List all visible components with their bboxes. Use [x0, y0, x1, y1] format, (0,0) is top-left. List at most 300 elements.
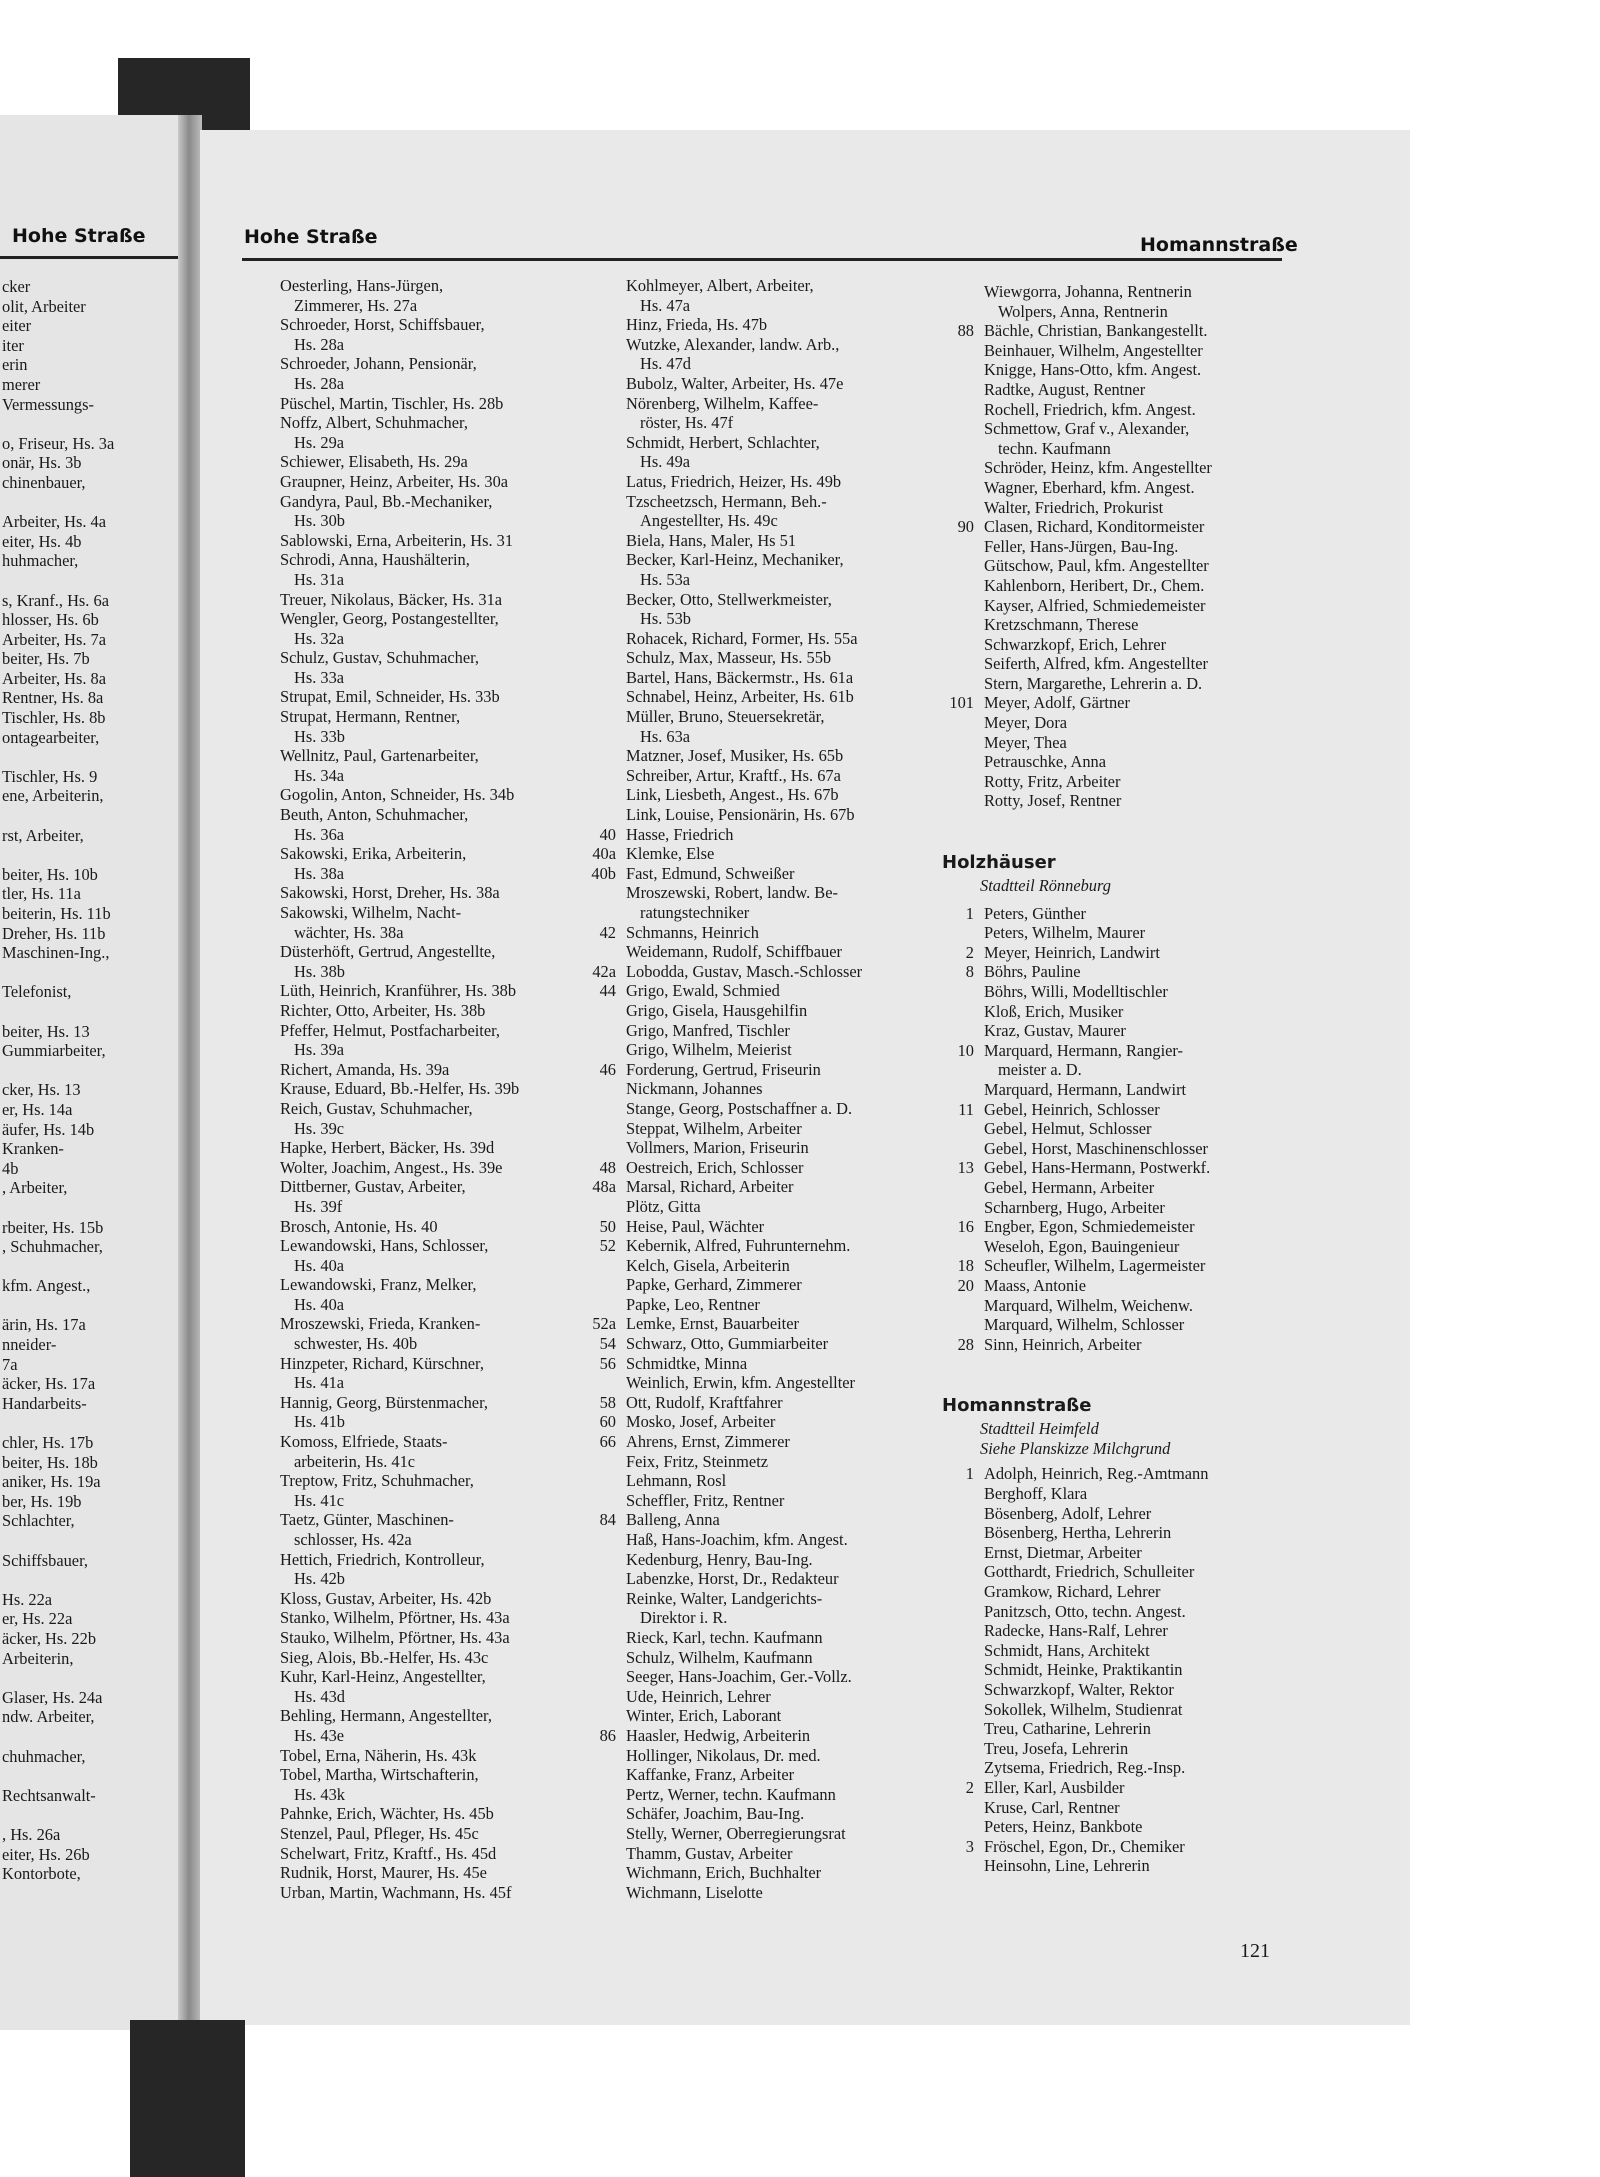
resident-text: Matzner, Josef, Musiker, Hs. 65b: [626, 746, 844, 766]
directory-entry: [940, 1680, 1280, 1700]
house-number: 60: [599, 1412, 616, 1432]
house-number: 101: [949, 693, 974, 713]
resident-text: Radecke, Hans-Ralf, Lehrer: [984, 1621, 1168, 1641]
directory-entry: [582, 903, 942, 923]
directory-entry: [582, 1432, 942, 1452]
left-page-line: beiter, Hs. 7b: [2, 649, 90, 669]
resident-text: Hs. 53a: [640, 569, 691, 589]
resident-text: Sakowski, Erika, Arbeiterin,: [280, 844, 467, 864]
left-page-line: [0, 1531, 186, 1551]
resident-text: Schmidt, Hans, Architekt: [984, 1640, 1150, 1660]
directory-entry: [582, 1001, 942, 1021]
page-number: 121: [1240, 1940, 1270, 1962]
left-page-line: [0, 1061, 186, 1081]
directory-entry: [582, 1844, 942, 1864]
district-subtitle: Stadtteil Heimfeld: [980, 1419, 1099, 1439]
directory-entry: [236, 1628, 576, 1648]
directory-entry: [236, 805, 576, 825]
directory-entry: [582, 1256, 942, 1276]
left-page-line: rbeiter, Hs. 15b: [2, 1217, 104, 1237]
directory-entry: [236, 1608, 576, 1628]
directory-entry: [940, 923, 1280, 943]
left-page-line: erin: [2, 355, 28, 375]
directory-entry: [582, 727, 942, 747]
left-page-line: Arbeiter, Hs. 8a: [2, 668, 107, 688]
resident-text: Stelly, Werner, Oberregierungsrat: [626, 1823, 846, 1843]
resident-text: Rieck, Karl, techn. Kaufmann: [626, 1627, 823, 1647]
resident-text: Ahrens, Ernst, Zimmerer: [626, 1432, 790, 1452]
directory-entry: [582, 962, 942, 982]
directory-entry: [236, 1785, 576, 1805]
resident-text: Bösenberg, Adolf, Lehrer: [984, 1503, 1152, 1523]
directory-entry: [582, 1177, 942, 1197]
resident-text: Kohlmeyer, Albert, Arbeiter,: [626, 276, 814, 295]
directory-entry: [940, 537, 1280, 557]
left-page-line: ndw. Arbeiter,: [2, 1707, 95, 1727]
directory-entry: [940, 458, 1280, 478]
resident-text: Düsterhöft, Gertrud, Angestellte,: [280, 942, 496, 962]
house-number: 56: [599, 1353, 616, 1373]
resident-text: Panitzsch, Otto, techn. Angest.: [984, 1601, 1186, 1621]
directory-entry: [236, 629, 576, 649]
resident-text: Dittberner, Gustav, Arbeiter,: [280, 1177, 466, 1197]
district-subtitle: Stadtteil Rönneburg: [980, 876, 1111, 896]
directory-entry: [236, 883, 576, 903]
directory-entry: [236, 1275, 576, 1295]
house-number: 42a: [592, 961, 616, 981]
resident-text: Peters, Wilhelm, Maurer: [984, 923, 1146, 943]
resident-text: Treu, Josefa, Lehrerin: [984, 1738, 1129, 1758]
left-page-line: o, Friseur, Hs. 3a: [2, 433, 115, 453]
resident-text: Kuhr, Karl-Heinz, Angestellter,: [280, 1667, 486, 1687]
left-page-column: [0, 277, 186, 1884]
directory-entry: [236, 1099, 576, 1119]
resident-text: Becker, Karl-Heinz, Mechaniker,: [626, 550, 844, 570]
left-page-line: Arbeiterin,: [2, 1648, 74, 1668]
resident-text: Hollinger, Nikolaus, Dr. med.: [626, 1745, 821, 1765]
directory-entry: [236, 1119, 576, 1139]
resident-text: Fröschel, Egon, Dr., Chemiker: [984, 1836, 1185, 1856]
directory-entry: [582, 923, 942, 943]
left-page-line: ontagearbeiter,: [2, 727, 100, 747]
directory-entry: [940, 419, 1280, 439]
directory-entry: [940, 341, 1280, 361]
directory-entry: [236, 1687, 576, 1707]
resident-text: Stange, Georg, Postschaffner a. D.: [626, 1098, 853, 1118]
directory-entry: [236, 1667, 576, 1687]
directory-entry: [940, 400, 1280, 420]
left-page-line: [0, 1766, 186, 1786]
directory-entry: [236, 1863, 576, 1883]
directory-entry: [940, 1739, 1280, 1759]
directory-entry: [940, 982, 1280, 1002]
left-page-line: Hs. 22a: [2, 1589, 53, 1609]
directory-entry: [236, 511, 576, 531]
house-number: 13: [957, 1158, 974, 1178]
directory-entry: [940, 498, 1280, 518]
resident-text: Schulz, Max, Masseur, Hs. 55b: [626, 648, 832, 668]
directory-entry: [582, 825, 942, 845]
directory-entry: [582, 1275, 942, 1295]
resident-text: Knigge, Hans-Otto, kfm. Angest.: [984, 360, 1202, 380]
resident-text: Hs. 32a: [294, 628, 345, 648]
resident-text: Hs. 39a: [294, 1040, 345, 1060]
resident-text: Hs. 28a: [294, 334, 345, 354]
left-page-line: äcker, Hs. 17a: [2, 1374, 96, 1394]
resident-text: Seeger, Hans-Joachim, Ger.-Vollz.: [626, 1667, 852, 1687]
directory-entry: [940, 1002, 1280, 1022]
directory-entry: [236, 1001, 576, 1021]
resident-text: Klemke, Else: [626, 844, 715, 864]
left-page-line: [0, 1805, 186, 1825]
left-page-line: Gummiarbeiter,: [2, 1041, 106, 1061]
resident-text: Heinsohn, Line, Lehrerin: [984, 1856, 1150, 1876]
left-page-line: Kontorbote,: [2, 1864, 81, 1884]
resident-text: Treu, Catharine, Lehrerin: [984, 1719, 1151, 1739]
resident-text: Eller, Karl, Ausbilder: [984, 1777, 1125, 1797]
resident-text: Weseloh, Egon, Bauingenieur: [984, 1236, 1180, 1256]
directory-entry: [236, 942, 576, 962]
left-page-line: 7a: [2, 1354, 18, 1374]
house-number: 86: [599, 1725, 616, 1745]
resident-text: Stern, Margarethe, Lehrerin a. D.: [984, 673, 1203, 693]
directory-entry: [582, 707, 942, 727]
left-page-line: hlosser, Hs. 6b: [2, 610, 99, 630]
left-page-line: nneider-: [2, 1335, 57, 1355]
directory-entry: [940, 733, 1280, 753]
directory-entry: [236, 1804, 576, 1824]
resident-text: Mroszewski, Robert, landw. Be-: [626, 883, 838, 903]
directory-entry: [582, 1550, 942, 1570]
directory-entry: [940, 1758, 1280, 1778]
directory-entry: [582, 1373, 942, 1393]
directory-entry: [940, 1837, 1280, 1857]
directory-entry: [236, 1589, 576, 1609]
directory-entry: [236, 394, 576, 414]
resident-text: Sakowski, Horst, Dreher, Hs. 38a: [280, 883, 500, 903]
left-page-line: eiter: [2, 316, 32, 336]
plan-reference: Siehe Planskizze Milchgrund: [980, 1438, 1171, 1458]
directory-entry: [236, 864, 576, 884]
directory-entry: [236, 1236, 576, 1256]
directory-entry: [582, 1295, 942, 1315]
resident-text: Schwarzkopf, Erich, Lehrer: [984, 634, 1167, 654]
directory-entry: [940, 1139, 1280, 1159]
directory-entry: [582, 1236, 942, 1256]
directory-entry: [236, 785, 576, 805]
house-number: 48: [599, 1157, 616, 1177]
house-number: 40b: [591, 863, 616, 883]
resident-text: Gütschow, Paul, kfm. Angestellter: [984, 556, 1209, 576]
left-page-line: beiterin, Hs. 11b: [2, 904, 111, 923]
resident-text: Lewandowski, Franz, Melker,: [280, 1275, 477, 1295]
directory-entry: [582, 1824, 942, 1844]
directory-entry: [940, 1817, 1280, 1837]
resident-text: Balleng, Anna: [626, 1510, 720, 1530]
resident-text: Kaffanke, Franz, Arbeiter: [626, 1765, 795, 1785]
resident-text: Wolpers, Anna, Rentnerin: [998, 301, 1168, 321]
resident-text: schlosser, Hs. 42a: [294, 1530, 412, 1549]
directory-entry: [940, 1484, 1280, 1504]
left-page-line: ärin, Hs. 17a: [2, 1315, 86, 1335]
resident-text: Lewandowski, Hans, Schlosser,: [280, 1236, 489, 1256]
house-number: 44: [599, 981, 616, 1001]
directory-entry: [940, 615, 1280, 635]
left-page-line: [0, 414, 186, 434]
house-number: 18: [957, 1256, 974, 1276]
left-page-line: chler, Hs. 17b: [2, 1433, 94, 1453]
directory-entry: [940, 1778, 1280, 1798]
resident-text: Marquard, Hermann, Landwirt: [984, 1079, 1187, 1099]
resident-text: Link, Liesbeth, Angest., Hs. 67b: [626, 785, 839, 805]
left-page-line: chuhmacher,: [2, 1746, 86, 1766]
resident-text: Berghoff, Klara: [984, 1484, 1088, 1504]
resident-text: Angestellter, Hs. 49c: [640, 511, 778, 531]
house-number: 52: [599, 1236, 616, 1256]
resident-text: Hs. 41b: [294, 1412, 345, 1432]
resident-text: Rotty, Josef, Rentner: [984, 791, 1122, 811]
directory-entry: [582, 1138, 942, 1158]
left-page-line: , Schuhmacher,: [2, 1237, 103, 1257]
directory-entry: [236, 472, 576, 492]
resident-text: Hs. 43d: [294, 1686, 345, 1706]
resident-text: Meyer, Thea: [984, 732, 1067, 752]
directory-entry: [940, 596, 1280, 616]
resident-text: Hs. 43e: [294, 1725, 345, 1745]
directory-entry: [582, 1197, 942, 1217]
resident-text: Gebel, Heinrich, Schlosser: [984, 1099, 1160, 1119]
directory-entry: [582, 1099, 942, 1119]
directory-entry: [582, 413, 942, 433]
resident-text: Pahnke, Erich, Wächter, Hs. 45b: [280, 1804, 494, 1824]
directory-entry: [582, 1804, 942, 1824]
resident-text: Labenzke, Horst, Dr., Redakteur: [626, 1569, 839, 1589]
resident-text: Sokollek, Wilhelm, Studienrat: [984, 1699, 1183, 1719]
directory-entry: [582, 1079, 942, 1099]
resident-text: Hs. 49a: [640, 452, 691, 472]
left-page-line: ber, Hs. 19b: [2, 1491, 82, 1511]
left-page-line: Arbeiter, Hs. 7a: [2, 629, 107, 649]
left-page-line: [0, 1413, 186, 1433]
directory-entry: [582, 687, 942, 707]
directory-entry: [582, 1334, 942, 1354]
directory-entry: [582, 805, 942, 825]
directory-entry: [582, 590, 942, 610]
resident-text: Stenzel, Paul, Pfleger, Hs. 45c: [280, 1823, 479, 1843]
resident-text: Hannig, Georg, Bürstenmacher,: [280, 1392, 488, 1412]
directory-entry: [582, 844, 942, 864]
resident-text: Gebel, Hans-Hermann, Postwerkf.: [984, 1158, 1211, 1178]
directory-entry: [582, 374, 942, 394]
resident-text: Pfeffer, Helmut, Postfacharbeiter,: [280, 1020, 501, 1040]
resident-text: Treptow, Fritz, Schuhmacher,: [280, 1471, 474, 1491]
resident-text: Hs. 30b: [294, 511, 345, 531]
resident-text: Müller, Bruno, Steuersekretär,: [626, 707, 825, 727]
left-page-line: Kranken-: [2, 1139, 64, 1159]
resident-text: Mroszewski, Frieda, Kranken-: [280, 1314, 481, 1334]
directory-entry: [582, 1687, 942, 1707]
resident-text: Schulz, Gustav, Schuhmacher,: [280, 648, 480, 668]
left-page-line: , Arbeiter,: [2, 1178, 68, 1198]
resident-text: Feller, Hans-Jürgen, Bau-Ing.: [984, 536, 1179, 556]
resident-text: Bubolz, Walter, Arbeiter, Hs. 47e: [626, 373, 844, 393]
left-page-line: [0, 1296, 186, 1316]
directory-entry: [236, 981, 576, 1001]
left-page-line: Dreher, Hs. 11b: [2, 923, 106, 943]
resident-text: Behling, Hermann, Angestellter,: [280, 1706, 492, 1726]
left-page-line: tler, Hs. 11a: [2, 884, 81, 904]
resident-text: Kretzschmann, Therese: [984, 615, 1139, 635]
resident-text: Marsal, Richard, Arbeiter: [626, 1177, 794, 1197]
directory-entry: [940, 1158, 1280, 1178]
resident-text: Nörenberg, Wilhelm, Kaffee-: [626, 393, 819, 413]
left-page-line: [0, 806, 186, 826]
resident-text: Hs. 40a: [294, 1294, 345, 1314]
resident-text: Hs. 53b: [640, 609, 691, 629]
resident-text: Radtke, August, Rentner: [984, 379, 1146, 399]
directory-entry: [236, 335, 576, 355]
directory-entry: [236, 1373, 576, 1393]
directory-entry: [236, 433, 576, 453]
resident-text: Plötz, Gitta: [626, 1196, 701, 1216]
resident-text: Bächle, Christian, Bankangestellt.: [984, 321, 1208, 341]
directory-entry: [236, 1256, 576, 1276]
resident-text: Wichmann, Liselotte: [626, 1882, 763, 1902]
resident-text: Wichmann, Erich, Buchhalter: [626, 1863, 822, 1883]
resident-text: Hs. 34a: [294, 765, 345, 785]
directory-entry: [582, 981, 942, 1001]
resident-text: Hapke, Herbert, Bäcker, Hs. 39d: [280, 1138, 495, 1158]
page-header-left: Hohe Straße: [244, 226, 378, 248]
left-page-header: Hohe Straße: [12, 225, 146, 247]
resident-text: Wengler, Georg, Postangestellter,: [280, 609, 499, 629]
resident-text: Schrodi, Anna, Haushälterin,: [280, 550, 470, 570]
left-page-line: äcker, Hs. 22b: [2, 1628, 97, 1648]
directory-entry: [236, 962, 576, 982]
left-page-line: cker: [2, 277, 31, 296]
house-number: 84: [599, 1510, 616, 1530]
left-page-line: Schlachter,: [2, 1511, 75, 1531]
left-page-line: er, Hs. 22a: [2, 1609, 73, 1629]
resident-text: Hs. 38a: [294, 863, 345, 883]
resident-text: Meyer, Adolf, Gärtner: [984, 693, 1130, 713]
resident-text: Kloss, Gustav, Arbeiter, Hs. 42b: [280, 1588, 492, 1608]
directory-entry: [940, 752, 1280, 772]
directory-entry: [236, 296, 576, 316]
house-number: 50: [599, 1216, 616, 1236]
left-page-line: [0, 963, 186, 983]
directory-entry: [582, 1530, 942, 1550]
left-page-line: beiter, Hs. 10b: [2, 864, 98, 884]
left-page-line: Telefonist,: [2, 982, 72, 1002]
directory-entry: [236, 1432, 576, 1452]
directory-entry: [582, 785, 942, 805]
directory-entry: [582, 1393, 942, 1413]
resident-text: Richert, Amanda, Hs. 39a: [280, 1059, 450, 1079]
directory-entry: [236, 1746, 576, 1766]
resident-text: Schroeder, Horst, Schiffsbauer,: [280, 315, 485, 335]
left-page-line: [0, 747, 186, 767]
directory-entry: [236, 727, 576, 747]
resident-text: Scharnberg, Hugo, Arbeiter: [984, 1197, 1165, 1217]
resident-text: Wellnitz, Paul, Gartenarbeiter,: [280, 746, 479, 766]
directory-entry: [940, 791, 1280, 811]
left-page-line: Handarbeits-: [2, 1393, 87, 1413]
resident-text: Hs. 63a: [640, 726, 691, 746]
resident-text: Kloß, Erich, Musiker: [984, 1001, 1124, 1021]
resident-text: Grigo, Wilhelm, Meierist: [626, 1040, 792, 1060]
directory-entry: [236, 1883, 576, 1903]
directory-entry: [582, 1569, 942, 1589]
resident-text: Beuth, Anton, Schuhmacher,: [280, 805, 469, 825]
left-page-line: [0, 1727, 186, 1747]
directory-entry: [236, 1706, 576, 1726]
directory-entry: [940, 1660, 1280, 1680]
street-heading-holzhaeuser: Holzhäuser: [942, 852, 1056, 874]
house-number: 40a: [592, 844, 616, 864]
resident-text: röster, Hs. 47f: [640, 413, 734, 433]
directory-entry: [582, 629, 942, 649]
resident-text: wächter, Hs. 38a: [294, 922, 404, 942]
house-number: 88: [957, 321, 974, 341]
directory-entry: [236, 374, 576, 394]
left-page-line: eiter, Hs. 26b: [2, 1844, 90, 1864]
directory-entry: [940, 713, 1280, 733]
directory-entry: [236, 531, 576, 551]
directory-entry: [236, 1354, 576, 1374]
resident-text: Biela, Hans, Maler, Hs 51: [626, 530, 797, 550]
resident-text: Walter, Friedrich, Prokurist: [984, 497, 1164, 517]
left-page-line: eiter, Hs. 4b: [2, 531, 82, 551]
resident-text: Brosch, Antonie, Hs. 40: [280, 1216, 438, 1236]
resident-text: Rotty, Fritz, Arbeiter: [984, 771, 1121, 791]
resident-text: Scheffler, Fritz, Rentner: [626, 1490, 785, 1510]
directory-entry: [582, 1648, 942, 1668]
directory-entry: [236, 1158, 576, 1178]
directory-entry: [236, 1334, 576, 1354]
directory-entry: [582, 1471, 942, 1491]
resident-text: Hinz, Frieda, Hs. 47b: [626, 315, 768, 335]
house-number: 8: [965, 962, 974, 982]
resident-text: Marquard, Wilhelm, Weichenw.: [984, 1295, 1193, 1315]
directory-entry: [940, 1041, 1280, 1061]
directory-entry: [236, 315, 576, 335]
resident-text: Gotthardt, Friedrich, Schulleiter: [984, 1562, 1195, 1582]
directory-entry: [236, 354, 576, 374]
resident-text: Zytsema, Friedrich, Reg.-Insp.: [984, 1758, 1186, 1778]
directory-entry: [236, 1138, 576, 1158]
resident-text: Gebel, Helmut, Schlosser: [984, 1119, 1152, 1139]
directory-entry: [940, 1315, 1280, 1335]
directory-entry: [582, 1628, 942, 1648]
directory-entry: [940, 1602, 1280, 1622]
directory-entry: [582, 1158, 942, 1178]
house-number: 10: [957, 1040, 974, 1060]
directory-entry: [940, 517, 1280, 537]
resident-text: Hs. 40a: [294, 1255, 345, 1275]
resident-text: Schmidtke, Minna: [626, 1353, 748, 1373]
resident-text: Gandyra, Paul, Bb.-Mechaniker,: [280, 491, 493, 511]
directory-entry: [582, 1667, 942, 1687]
directory-entry: [582, 1706, 942, 1726]
directory-entry: [582, 472, 942, 492]
resident-text: Grigo, Manfred, Tischler: [626, 1020, 790, 1040]
resident-text: Noffz, Albert, Schuhmacher,: [280, 413, 468, 433]
directory-entry: [236, 1510, 576, 1530]
directory-entry: [236, 1079, 576, 1099]
resident-text: Rohacek, Richard, Former, Hs. 55a: [626, 628, 858, 648]
directory-entry: [582, 1863, 942, 1883]
